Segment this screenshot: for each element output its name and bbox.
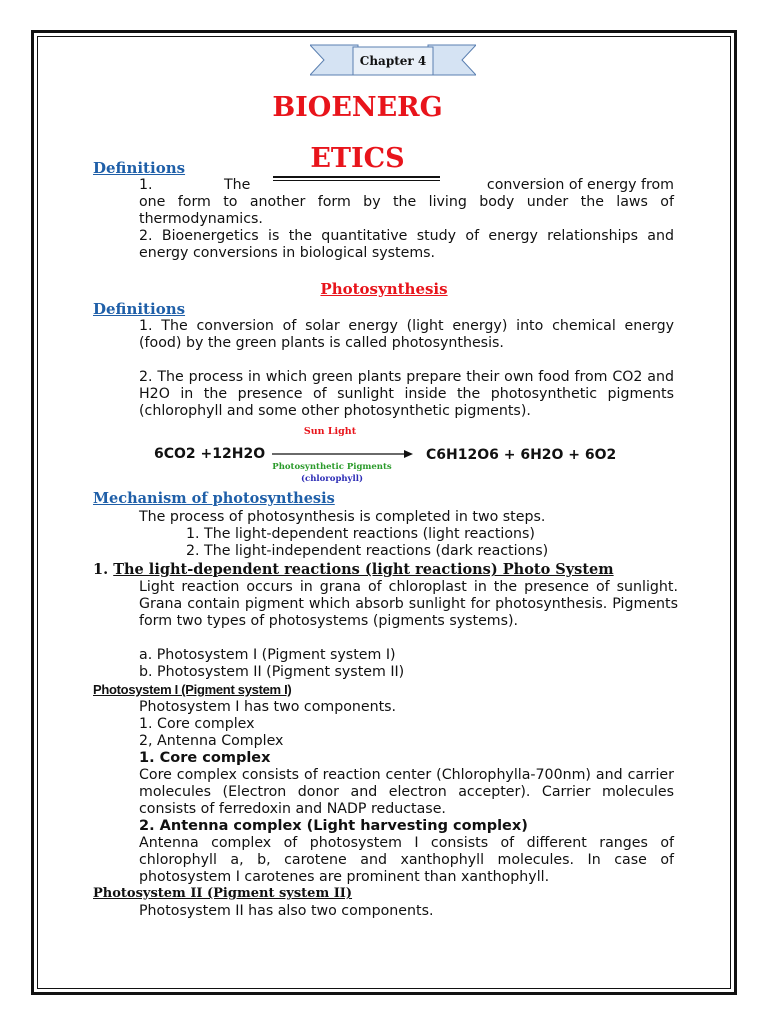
antenna-complex-heading: 2. Antenna complex (Light harvesting complex) <box>139 818 528 834</box>
equation-pigments: Photosynthetic Pigments <box>272 462 392 472</box>
chapter-label: Chapter 4 <box>359 54 427 68</box>
def1-line1-end: conversion of energy from <box>486 177 674 193</box>
photosynthesis-title: Photosynthesis <box>320 280 448 298</box>
photosynthesis-definitions-heading: Definitions <box>93 300 186 318</box>
photosynthesis-def2: 2. The process in which green plants prepare their own food from CO2 and H2O in the presence of sunlight inside the photosynthetic pigments (chlorophyll and some other photosynthetic pigments). <box>139 369 674 419</box>
photosystem-a: a. Photosystem I (Pigment system I) <box>139 647 396 663</box>
photosystem-b: b. Photosystem II (Pigment system II) <box>139 664 405 680</box>
photosystem-1-intro: Photosystem I has two components. <box>139 699 397 715</box>
def2-text: 2. Bioenergetics is the quantitative study of energy relationships and energy conversions in biological systems. <box>139 228 674 261</box>
photosystem-1-component-2: 2, Antenna Complex <box>139 733 284 749</box>
equation-chlorophyll: (chlorophyll) <box>301 474 363 484</box>
title-line-1: BIOENERG <box>272 92 443 123</box>
antenna-complex-text: Antenna complex of photosystem I consists of different ranges of chlorophyll a, b, carotene and xanthophyll molecules. In case of photosystem I carotenes are prominent than xanthophyll. <box>139 835 674 885</box>
equation-reactants: 6CO2 +12H2O <box>154 446 266 462</box>
def1-the: The <box>224 177 251 193</box>
mechanism-step-1: 1. The light-dependent reactions (light reactions) <box>186 526 535 542</box>
mechanism-intro: The process of photosynthesis is completed in two steps. <box>139 509 546 525</box>
light-dependent-heading: The light-dependent reactions (light reactions) Photo System <box>113 561 614 578</box>
equation-sun-light: Sun Light <box>303 426 357 437</box>
mechanism-heading: Mechanism of photosynthesis <box>93 490 335 507</box>
blank-line-bottom <box>273 180 440 181</box>
core-complex-text: Core complex consists of reaction center (Chlorophylla-700nm) and carrier molecules (Electron donor and electron accepter). Carrier molecules consists of ferredoxin and NADP reductase. <box>139 767 674 817</box>
photosystem-2-heading: Photosystem II (Pigment system II) <box>93 886 353 901</box>
blank-line-top <box>273 176 440 178</box>
mechanism-step-2: 2. The light-independent reactions (dark reactions) <box>186 543 549 559</box>
title-line-2: ETICS <box>310 143 405 174</box>
light-dependent-number: 1. <box>93 561 109 578</box>
photosynthesis-def1: 1. The conversion of solar energy (light energy) into chemical energy (food) by the green plants is called photosynthesis. <box>139 318 674 351</box>
photosystem-1-component-1: 1. Core complex <box>139 716 255 732</box>
light-dependent-heading-row <box>93 561 614 578</box>
light-dependent-text: Light reaction occurs in grana of chloroplast in the presence of sunlight. Grana contain pigment which absorb sunlight for photosynthesis. Pigments form two types of photosystems (pigments systems). <box>139 579 678 629</box>
equation-products: C6H12O6 + 6H2O + 6O2 <box>426 447 617 463</box>
definitions-heading: Definitions <box>93 159 186 177</box>
def1-number: 1. <box>139 177 153 193</box>
photosystem-2-intro: Photosystem II has also two components. <box>139 903 434 919</box>
def1-text: one form to another form by the living body under the laws of thermodynamics. <box>139 194 674 227</box>
core-complex-heading: 1. Core complex <box>139 750 271 766</box>
photosystem-1-heading: Photosystem I (Pigment system I) <box>93 682 292 697</box>
reaction-arrow <box>270 449 414 459</box>
